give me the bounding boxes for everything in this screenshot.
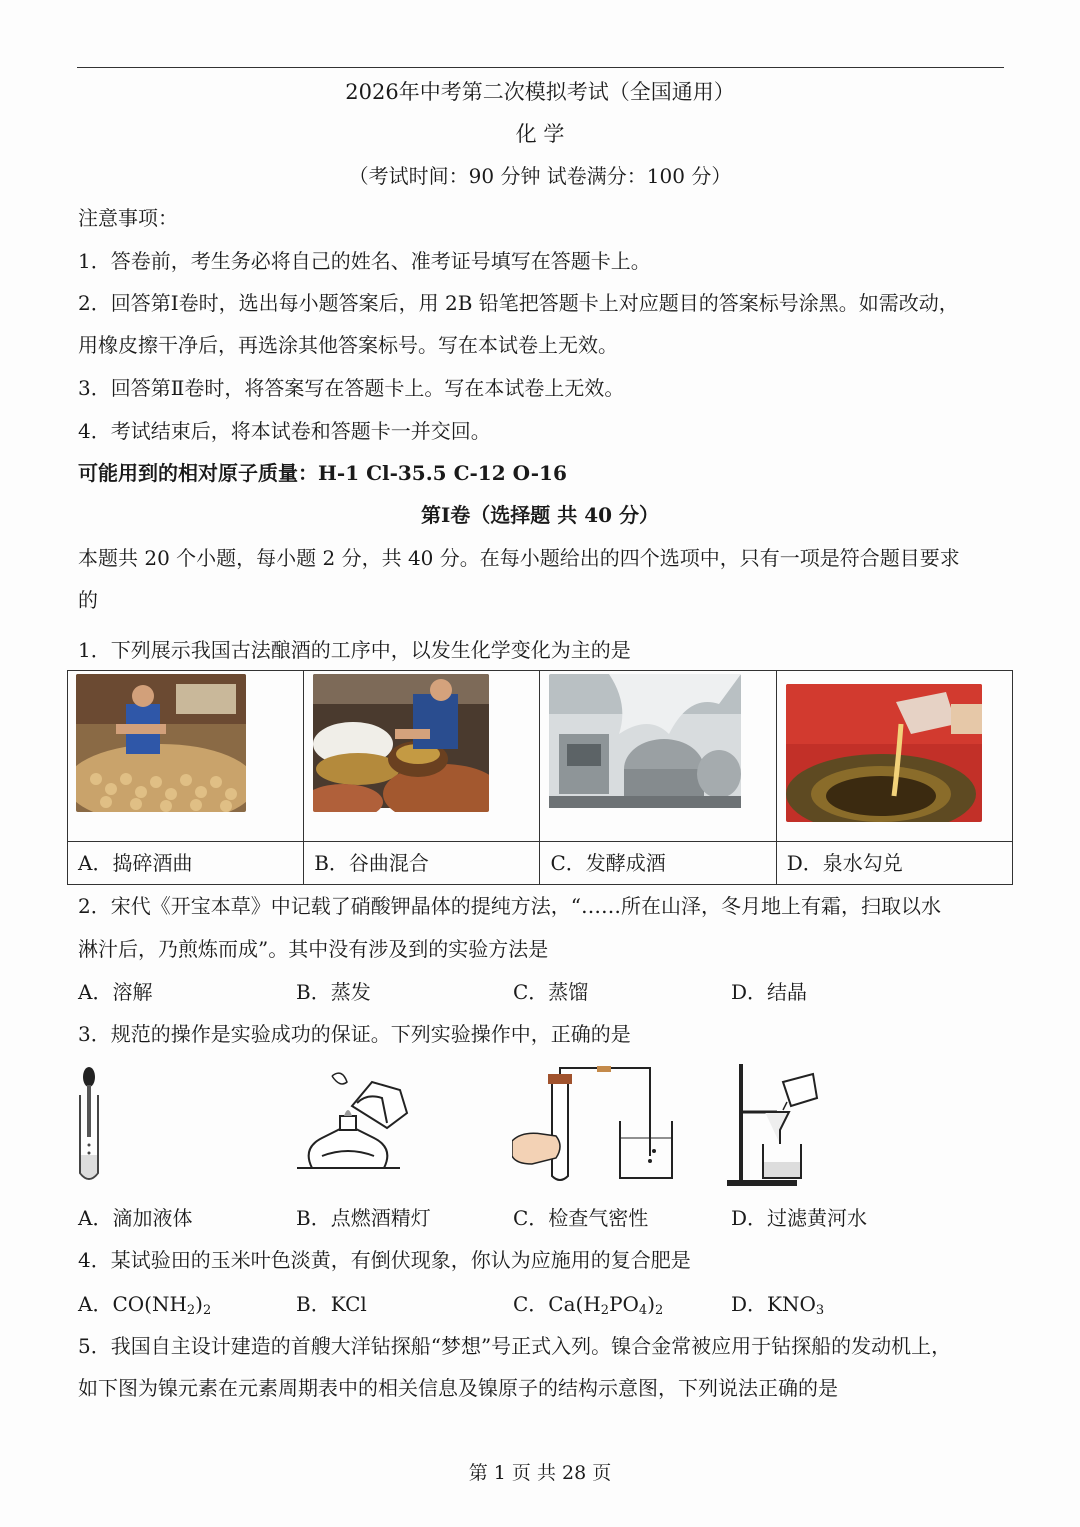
q1-option-c: C．发酵成酒 <box>540 842 776 885</box>
blending-photo <box>786 684 982 822</box>
q1-option-b: B．谷曲混合 <box>304 842 540 885</box>
crushing-yeast-photo <box>76 674 246 812</box>
mixing-grain-photo <box>313 674 489 812</box>
q1-cell-b-image <box>304 671 540 842</box>
notice-item-3: 3．回答第Ⅱ卷时，将答案写在答题卡上。写在本试卷上无效。 <box>78 376 625 400</box>
q1-options-table <box>67 670 1013 885</box>
q1-stem: 1．下列展示我国古法酿酒的工序中，以发生化学变化为主的是 <box>78 638 631 662</box>
fermenting-photo <box>549 674 741 812</box>
atomic-mass-line: 可能用到的相对原子质量：H-1 Cl-35.5 C-12 O-16 <box>78 461 567 485</box>
q4-stem: 4．某试验田的玉米叶色淡黄，有倒伏现象，你认为应施用的复合肥是 <box>78 1248 691 1272</box>
dropper-figure <box>70 1065 110 1185</box>
notice-item-2a: 2．回答第Ⅰ卷时，选出每小题答案后，用 2B 铅笔把答题卡上对应题目的答案标号涂黑。如需改动， <box>78 291 959 315</box>
q2-stem-b: 淋汁后，乃煎炼而成”。其中没有涉及到的实验方法是 <box>78 937 549 961</box>
q3-option-b: B．点燃酒精灯 <box>296 1206 431 1230</box>
q3-option-a: A．滴加液体 <box>78 1206 193 1230</box>
airtightness-figure <box>512 1066 677 1186</box>
notice-item-2b: 用橡皮擦干净后，再选涂其他答案标号。写在本试卷上无效。 <box>78 333 618 357</box>
q3-option-d: D．过滤黄河水 <box>731 1206 868 1230</box>
q4-option-b: B．KCl <box>296 1292 367 1316</box>
q4-option-a: A．$CO(NH_2)_2$ <box>78 1292 212 1318</box>
q1-cell-c-image <box>540 671 776 842</box>
notice-item-4: 4．考试结束后，将本试卷和答题卡一并交回。 <box>78 419 491 443</box>
q5-stem-a: 5．我国自主设计建造的首艘大洋钻探船“梦想”号正式入列。镍合金常被应用于钻探船的发动机上， <box>78 1334 952 1358</box>
q4-option-d: D．$KNO_3$ <box>731 1292 825 1318</box>
q2-option-d: D．结晶 <box>731 980 808 1004</box>
q2-option-c: C．蒸馏 <box>513 980 589 1004</box>
q1-option-a: A．捣碎酒曲 <box>68 842 304 885</box>
exam-info: （考试时间：90 分钟 试卷满分：100 分） <box>348 164 732 188</box>
q1-cell-d-image <box>776 671 1012 842</box>
section1-intro-a: 本题共 20 个小题，每小题 2 分，共 40 分。在每小题给出的四个选项中，只有一项是符合题目要求 <box>78 546 960 570</box>
subject-title: 化 学 <box>515 122 565 146</box>
notice-item-1: 1．答卷前，考生务必将自己的姓名、准考证号填写在答题卡上。 <box>78 249 651 273</box>
q2-option-a: A．溶解 <box>78 980 153 1004</box>
q2-option-b: B．蒸发 <box>296 980 371 1004</box>
section1-intro-b: 的 <box>78 588 98 612</box>
notice-heading: 注意事项： <box>78 206 178 230</box>
q3-stem: 3．规范的操作是实验成功的保证。下列实验操作中，正确的是 <box>78 1022 631 1046</box>
filtration-figure <box>725 1062 825 1187</box>
q1-cell-a-image <box>68 671 304 842</box>
q2-stem-a: 2．宋代《开宝本草》中记载了硝酸钾晶体的提纯方法，“……所在山泽，冬月地上有霜，扫取以水 <box>78 894 941 918</box>
alcohol-lamp-figure <box>292 1068 412 1183</box>
q1-option-d: D．泉水勾兑 <box>776 842 1012 885</box>
q4-option-c: C．$Ca(H_2PO_4)_2$ <box>513 1292 664 1318</box>
section1-title: 第Ⅰ卷（选择题 共 40 分） <box>420 503 660 527</box>
exam-title: 2026年中考第二次模拟考试（全国通用） <box>345 80 735 104</box>
page-footer: 第 1 页 共 28 页 <box>468 1462 612 1484</box>
top-rule <box>77 67 1004 68</box>
q3-option-c: C．检查气密性 <box>513 1206 649 1230</box>
q5-stem-b: 如下图为镍元素在元素周期表中的相关信息及镍原子的结构示意图，下列说法正确的是 <box>78 1376 838 1400</box>
